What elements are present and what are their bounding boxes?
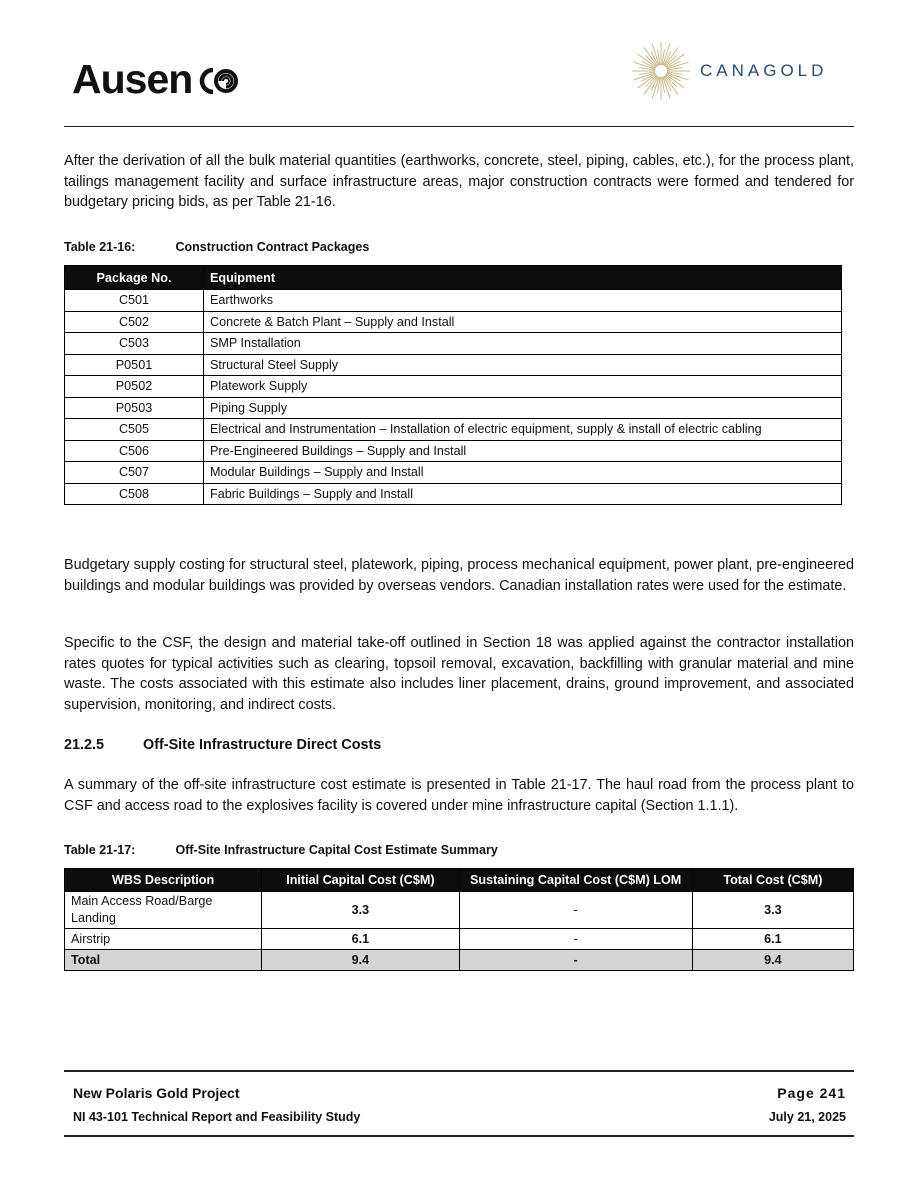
table-row xyxy=(65,376,842,398)
table-row xyxy=(65,333,842,355)
ausenco-swirl-icon xyxy=(193,62,239,98)
table-row xyxy=(65,929,854,950)
csf-paragraph: Specific to the CSF, the design and material take-off outlined in Section 18 was applied against the contractor installation rates quotes for typical activities such as clearing, topsoil removal, excavation, backfilling with granular material and mine waste. The costs associated with this estimate also includes liner placement, drains, ground improvement, and associated supervision, monitoring, and indirect costs. xyxy=(64,635,854,713)
ausenco-wordmark-part: Ausen xyxy=(72,56,193,102)
section-heading xyxy=(64,737,381,753)
package-no-cell: C505 xyxy=(65,419,204,441)
column-header-package-no: Package No. xyxy=(65,266,204,290)
equipment-cell: Electrical and Instrumentation – Installation of electric equipment, supply & install of electric cabling xyxy=(204,419,842,441)
table-row xyxy=(65,462,842,484)
section-number: 21.2.5 xyxy=(64,737,105,753)
table-row xyxy=(65,892,854,929)
footer-rule-bottom xyxy=(64,1135,854,1137)
total-initial-capital-cell: 9.4 xyxy=(262,950,459,971)
total-cost-cell: 9.4 xyxy=(692,950,853,971)
equipment-cell: Modular Buildings – Supply and Install xyxy=(204,462,842,484)
column-header-total-cost: Total Cost (C$M) xyxy=(692,869,853,892)
equipment-cell: Piping Supply xyxy=(204,397,842,419)
table2-caption xyxy=(64,843,498,857)
package-no-cell: P0502 xyxy=(65,376,204,398)
package-no-cell: C502 xyxy=(65,311,204,333)
intro-paragraph: After the derivation of all the bulk material quantities (earthworks, concrete, steel, piping, cables, etc.), for the process plant, tailings management facility and surface infrastructure areas, major construction contracts were formed and tendered for budgetary pricing bids, as per Table 21-16. xyxy=(64,153,854,210)
table-row xyxy=(65,419,842,441)
ausenco-logo xyxy=(72,56,239,103)
package-no-cell: P0503 xyxy=(65,397,204,419)
table-row xyxy=(65,354,842,376)
package-no-cell: C508 xyxy=(65,483,204,505)
table1-caption-number: Table 21-16: xyxy=(64,240,136,254)
sustaining-capital-cell: - xyxy=(459,929,692,950)
equipment-cell: SMP Installation xyxy=(204,333,842,355)
footer-rule-top xyxy=(64,1070,854,1072)
table2-caption-title: Off-Site Infrastructure Capital Cost Estimate Summary xyxy=(175,843,498,857)
package-no-cell: C507 xyxy=(65,462,204,484)
total-sustaining-capital-cell: - xyxy=(459,950,692,971)
sustaining-capital-cell: - xyxy=(459,892,692,929)
table1-caption-title: Construction Contract Packages xyxy=(175,240,370,254)
initial-capital-cell: 6.1 xyxy=(262,929,459,950)
column-header-sustaining-capital: Sustaining Capital Cost (C$M) LOM xyxy=(459,869,692,892)
column-header-initial-capital: Initial Capital Cost (C$M) xyxy=(262,869,459,892)
equipment-cell: Structural Steel Supply xyxy=(204,354,842,376)
equipment-cell: Fabric Buildings – Supply and Install xyxy=(204,483,842,505)
initial-capital-cell: 3.3 xyxy=(262,892,459,929)
total-cost-cell: 3.3 xyxy=(692,892,853,929)
equipment-cell: Earthworks xyxy=(204,290,842,312)
package-no-cell: P0501 xyxy=(65,354,204,376)
table-row xyxy=(65,440,842,462)
table-header-row xyxy=(65,266,842,290)
wbs-description-cell: Airstrip xyxy=(65,929,262,950)
footer-project-name: New Polaris Gold Project xyxy=(73,1085,240,1101)
table-row xyxy=(65,397,842,419)
construction-contract-packages-table xyxy=(64,265,842,505)
package-no-cell: C503 xyxy=(65,333,204,355)
header-rule xyxy=(64,126,854,127)
footer-date: July 21, 2025 xyxy=(768,1110,846,1124)
table-row xyxy=(65,311,842,333)
section-title: Off-Site Infrastructure Direct Costs xyxy=(143,737,382,753)
canagold-wordmark: CANAGOLD xyxy=(700,61,828,80)
vendor-costing-paragraph: Budgetary supply costing for structural steel, platework, piping, process mechanical equipment, power plant, pre-engineered buildings and modular buildings was provided by overseas vendors. Canadian installation rates were used for the estimate. xyxy=(64,557,854,594)
package-no-cell: C501 xyxy=(65,290,204,312)
table1-caption xyxy=(64,240,369,254)
equipment-cell: Concrete & Batch Plant – Supply and Install xyxy=(204,311,842,333)
footer-page-number: Page 241 xyxy=(777,1085,846,1101)
package-no-cell: C506 xyxy=(65,440,204,462)
canagold-logo xyxy=(630,40,827,102)
table-row xyxy=(65,483,842,505)
equipment-cell: Pre-Engineered Buildings – Supply and Install xyxy=(204,440,842,462)
column-header-equipment: Equipment xyxy=(204,266,842,290)
table-row xyxy=(65,290,842,312)
total-cost-cell: 6.1 xyxy=(692,929,853,950)
sunburst-icon xyxy=(630,40,692,102)
footer-report-title: NI 43-101 Technical Report and Feasibility Study xyxy=(73,1110,361,1124)
offsite-summary-paragraph: A summary of the off-site infrastructure cost estimate is presented in Table 21-17. The haul road from the process plant to CSF and access road to the explosives facility is covered under mine infrastructure capital (Section 1.1.1). xyxy=(64,777,854,814)
equipment-cell: Platework Supply xyxy=(204,376,842,398)
table-header-row xyxy=(65,869,854,892)
offsite-infrastructure-cost-table xyxy=(64,868,854,971)
table2-caption-number: Table 21-17: xyxy=(64,843,136,857)
column-header-wbs-description: WBS Description xyxy=(65,869,262,892)
wbs-description-cell: Main Access Road/Barge Landing xyxy=(65,892,262,929)
total-label-cell: Total xyxy=(65,950,262,971)
table-total-row xyxy=(65,950,854,971)
